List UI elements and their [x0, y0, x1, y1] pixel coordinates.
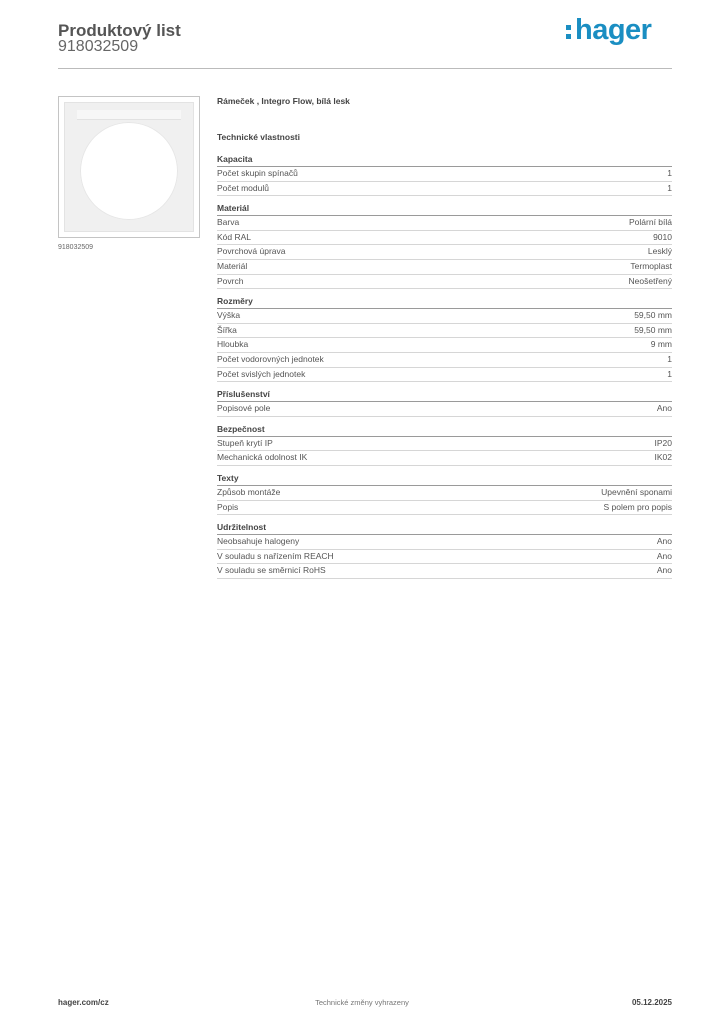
- footer-note: Technické změny vyhrazeny: [315, 998, 409, 1007]
- spec-row: [217, 486, 672, 501]
- section-title: Příslušenství: [217, 389, 672, 402]
- spec-value: 9010: [653, 231, 672, 242]
- spec-row: [217, 353, 672, 368]
- product-name: Rámeček , Integro Flow, bílá lesk: [217, 96, 350, 106]
- spec-row: [217, 231, 672, 246]
- spec-row: [217, 368, 672, 383]
- spec-label: Povrch: [217, 275, 244, 286]
- spec-label: Mechanická odolnost IK: [217, 452, 308, 463]
- spec-label: Hloubka: [217, 339, 249, 350]
- spec-value: 59,50 mm: [634, 310, 672, 321]
- spec-row: [217, 451, 672, 466]
- spec-label: Počet modulů: [217, 182, 269, 193]
- spec-label: Počet skupin spínačů: [217, 168, 298, 178]
- product-image: [58, 96, 200, 238]
- spec-label: V souladu se směrnicí RoHS: [217, 565, 326, 576]
- spec-label: Stupeň krytí IP: [217, 437, 273, 448]
- spec-label: Počet svislých jednotek: [217, 368, 306, 379]
- spec-row: [217, 402, 672, 417]
- section-title: Kapacita: [217, 154, 672, 167]
- spec-value: Neošetřený: [628, 275, 672, 286]
- spec-label: V souladu s nařízením REACH: [217, 550, 334, 561]
- spec-section: [217, 424, 672, 466]
- section-title: Udržitelnost: [217, 522, 672, 535]
- spec-section: [217, 154, 672, 196]
- section-title: Bezpečnost: [217, 424, 672, 437]
- section-title: Texty: [217, 473, 672, 486]
- image-caption: 918032509: [58, 244, 94, 251]
- spec-row: [217, 260, 672, 275]
- page-title: Produktový list: [58, 21, 181, 40]
- spec-value: Ano: [656, 565, 672, 576]
- section-title: Materiál: [217, 203, 672, 216]
- tech-properties-heading: Technické vlastnosti: [217, 132, 300, 142]
- hager-logo: [566, 14, 651, 47]
- spec-section: [217, 296, 672, 382]
- footer-date: 05.12.2025: [631, 998, 672, 1007]
- spec-content: [217, 96, 672, 586]
- spec-row: [217, 245, 672, 260]
- header-divider: [58, 68, 672, 69]
- logo-text: hager: [575, 14, 652, 46]
- spec-value: 59,50 mm: [634, 324, 672, 335]
- spec-row: [217, 216, 672, 231]
- label-field-slot: [77, 110, 181, 120]
- spec-row: [217, 167, 672, 182]
- spec-label: Kód RAL: [217, 231, 252, 242]
- spec-label: Materiál: [217, 260, 248, 271]
- spec-row: [217, 550, 672, 565]
- spec-label: Způsob montáže: [217, 486, 281, 497]
- spec-value: IK02: [654, 452, 672, 463]
- spec-value: IP20: [654, 437, 672, 448]
- spec-value: 1: [667, 168, 672, 178]
- spec-value: 9 mm: [650, 339, 672, 350]
- spec-row: [217, 324, 672, 339]
- spec-label: Popisové pole: [217, 403, 271, 414]
- spec-value: 1: [667, 353, 672, 364]
- spec-row: [217, 182, 672, 197]
- spec-label: Barva: [217, 217, 240, 228]
- section-title: Rozměry: [217, 296, 672, 309]
- spec-value: Ano: [656, 536, 672, 547]
- footer-website: hager.com/cz: [58, 998, 109, 1007]
- spec-row: [217, 501, 672, 516]
- spec-value: S polem pro popis: [603, 501, 672, 512]
- spec-row: [217, 309, 672, 324]
- spec-label: Počet vodorovných jednotek: [217, 353, 324, 364]
- spec-value: 1: [667, 182, 672, 193]
- spec-section: [217, 522, 672, 579]
- spec-row: [217, 564, 672, 579]
- spec-value: Upevnění sponami: [601, 486, 672, 497]
- spec-section: [217, 473, 672, 515]
- spec-label: Popis: [217, 501, 239, 512]
- spec-row: [217, 535, 672, 550]
- spec-label: Šířka: [217, 324, 237, 335]
- spec-section: [217, 389, 672, 417]
- spec-value: 1: [667, 368, 672, 379]
- logo-dots-icon: [566, 22, 572, 40]
- frame-opening: [80, 122, 178, 220]
- spec-row: [217, 275, 672, 290]
- spec-section: [217, 203, 672, 289]
- spec-row: [217, 437, 672, 452]
- spec-label: Povrchová úprava: [217, 246, 286, 257]
- spec-row: [217, 338, 672, 353]
- spec-value: Polární bílá: [629, 217, 672, 228]
- product-number: 918032509: [58, 38, 139, 55]
- spec-sections: [217, 154, 672, 579]
- spec-value: Ano: [656, 550, 672, 561]
- spec-value: Lesklý: [647, 246, 672, 257]
- spec-label: Výška: [217, 310, 241, 321]
- frame-plate-icon: [64, 102, 194, 232]
- spec-value: Ano: [656, 403, 672, 414]
- spec-label: Neobsahuje halogeny: [217, 536, 300, 547]
- spec-value: Termoplast: [630, 260, 672, 271]
